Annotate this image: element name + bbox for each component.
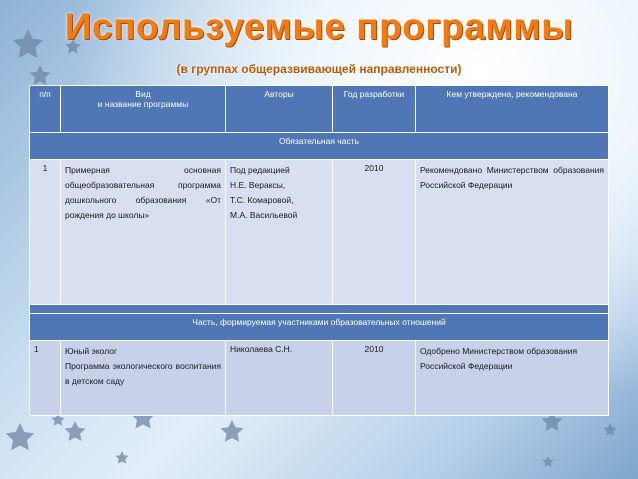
row-approved: Одобрено Министерством образования Российской Федерации: [416, 341, 609, 416]
row-year: 2010: [333, 341, 416, 416]
row-program: [61, 341, 226, 416]
page-title: Используемые программы: [64, 6, 574, 47]
page-subtitle: (в группах общеразвивающей направленности): [176, 62, 462, 76]
header-year: Год разработки: [333, 86, 416, 133]
star-icon: [221, 420, 244, 442]
star-icon: [603, 423, 616, 436]
star-icon: [65, 421, 86, 441]
header-authors: Авторы: [226, 86, 333, 133]
header-program: [61, 86, 226, 133]
row-approved: Рекомендовано Министерством образования Российской Федерации: [416, 160, 609, 305]
table-row: [30, 341, 609, 416]
programs-table: [29, 85, 609, 416]
header-program-line2: и название программы: [97, 99, 189, 109]
author-line: Н.Е. Вераксы,: [230, 179, 286, 190]
row-num: 1: [30, 160, 61, 305]
row-authors: Николаева С.Н.: [226, 341, 333, 416]
star-icon: [6, 423, 35, 450]
star-icon: [115, 451, 128, 464]
section-row: [30, 133, 609, 160]
program-desc: Программа экологического воспитания в детском саду: [65, 360, 221, 386]
table-row: [30, 160, 609, 305]
section-mandatory: Обязательная часть: [30, 133, 609, 160]
header-program-line1: Вид: [135, 89, 151, 99]
row-num: 1: [30, 341, 61, 416]
author-line: Т.С. Комаровой,: [230, 194, 294, 205]
author-line: М.А. Васильевой: [230, 209, 298, 220]
table-header-row: [30, 86, 609, 133]
divider-row: [30, 305, 609, 314]
section-row: [30, 314, 609, 341]
header-num: п/п: [30, 86, 61, 133]
program-name: Юный эколог: [65, 346, 118, 356]
row-year: 2010: [333, 160, 416, 305]
header-approved: Кем утверждена, рекомендована: [416, 86, 609, 133]
row-authors: [226, 160, 333, 305]
author-line: Под редакцией: [230, 165, 290, 175]
star-icon: [542, 456, 553, 467]
section-optional: Часть, формируемая участниками образовательных отношений: [30, 314, 609, 341]
row-program: Примерная основная общеобразовательная программа дошкольного образования «От рождения до школы»: [61, 160, 226, 305]
